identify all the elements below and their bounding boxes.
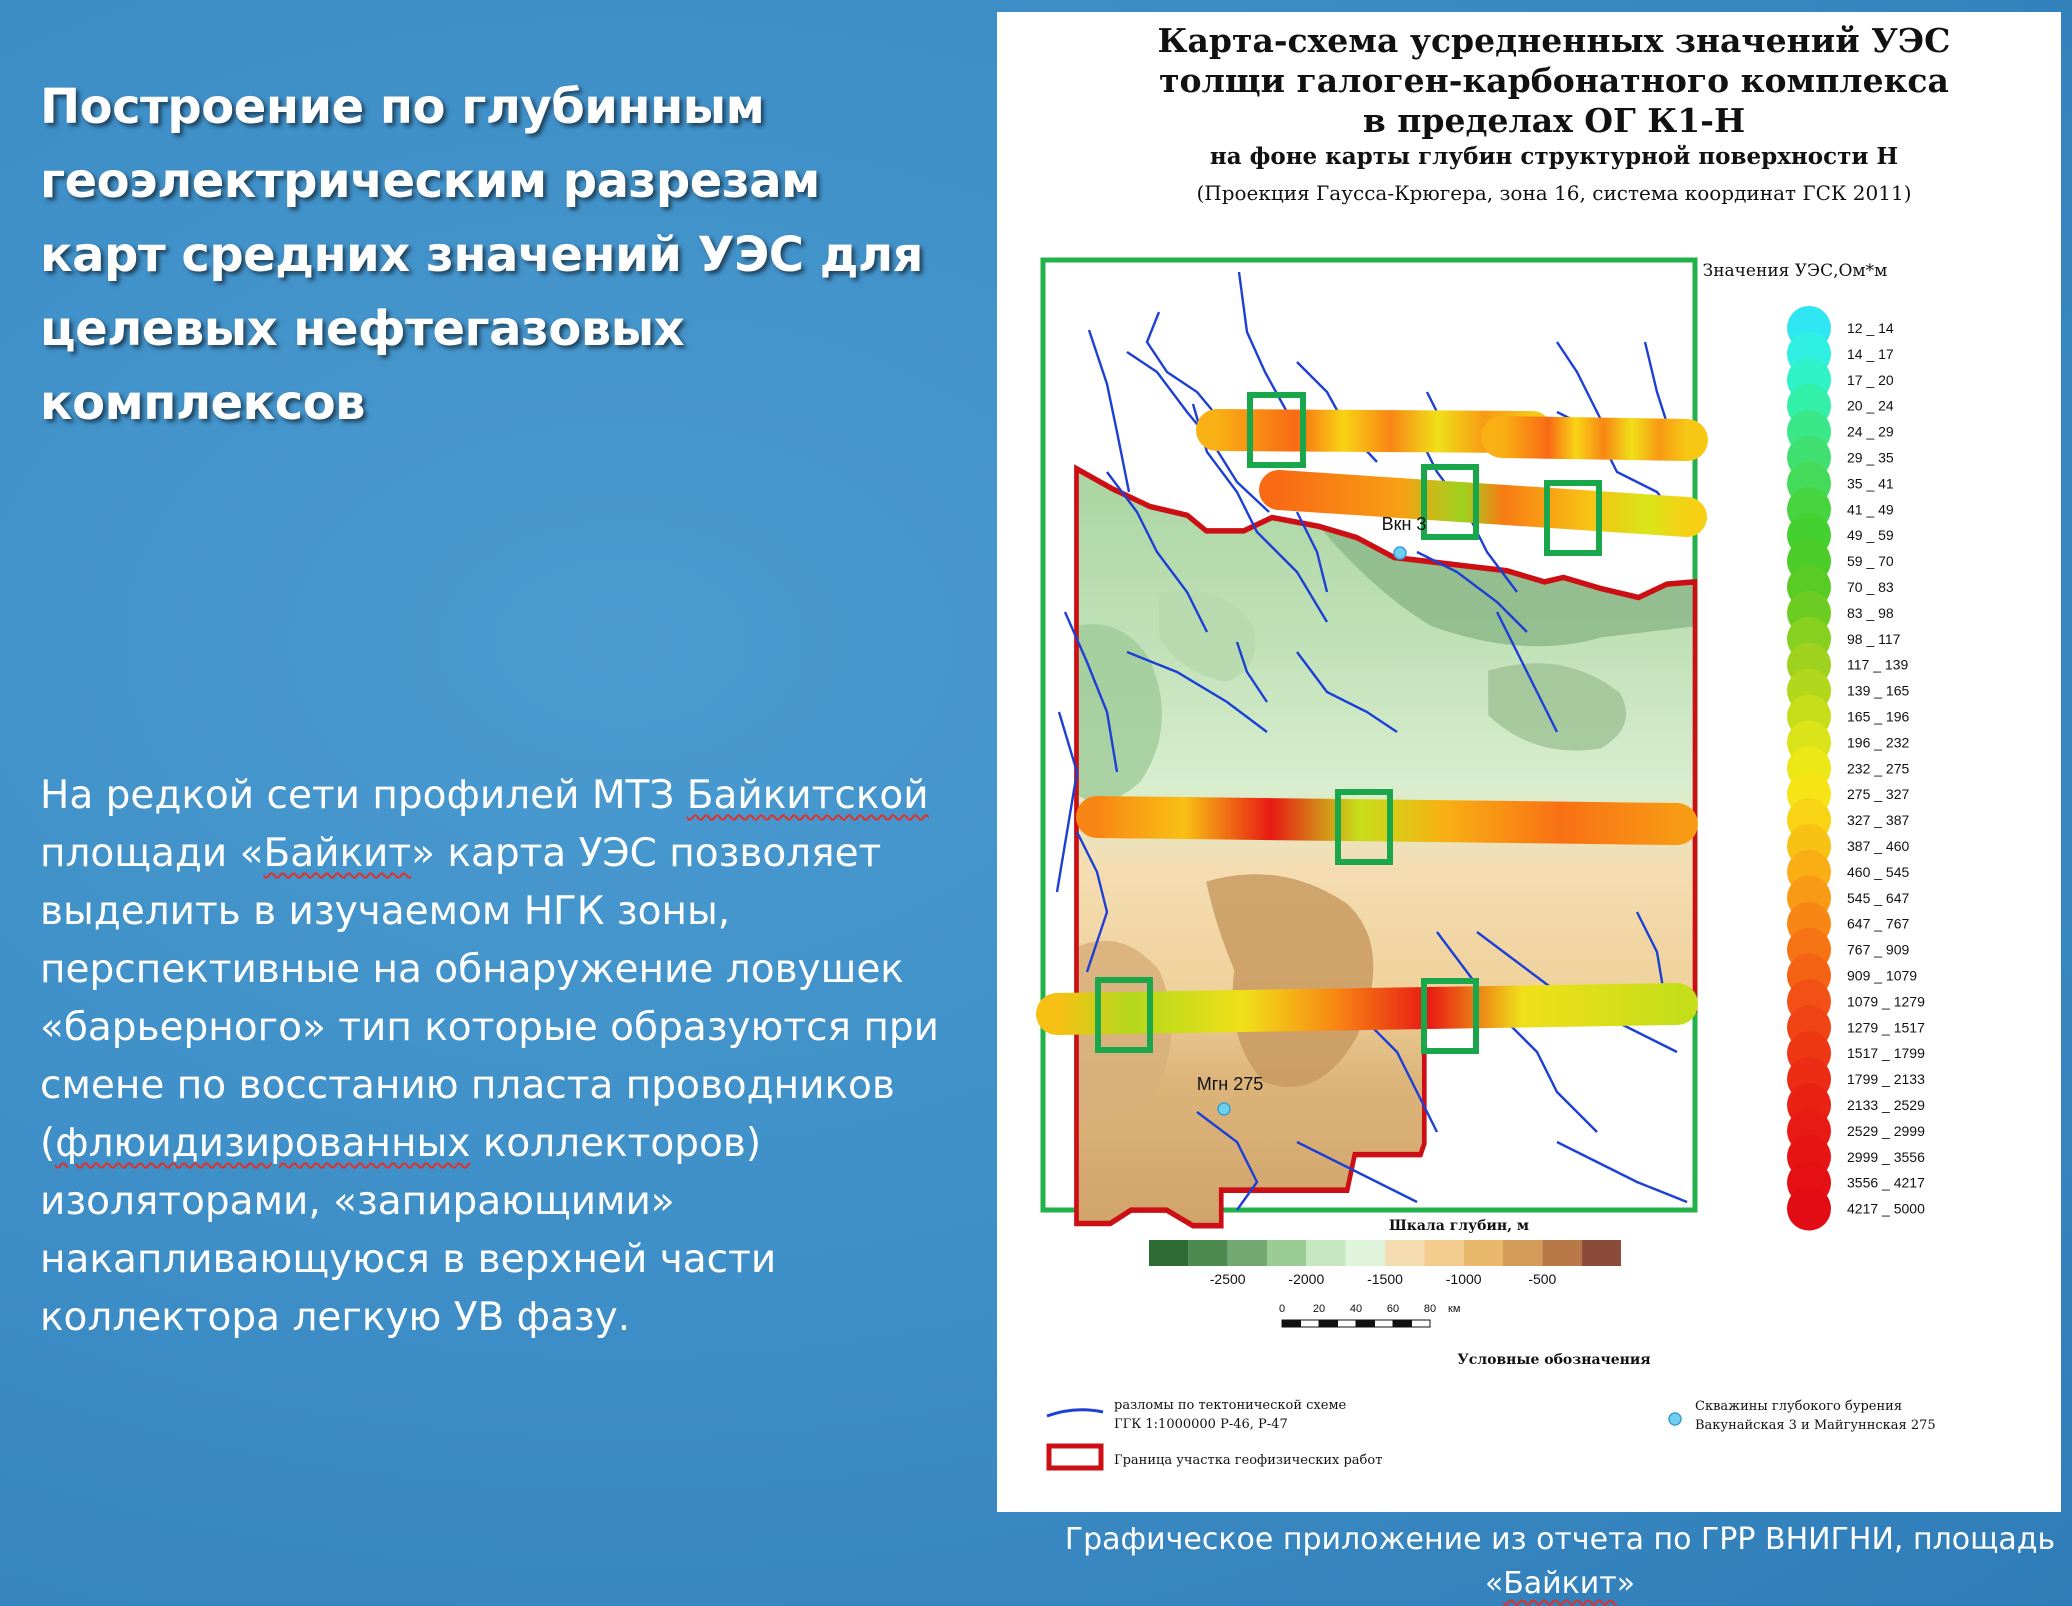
depth-color-swatch — [1188, 1240, 1227, 1266]
depth-color-swatch — [1582, 1240, 1621, 1266]
legend-range-label: 70 _ 83 — [1847, 579, 1894, 595]
well-marker — [1218, 1103, 1230, 1115]
legend-range-label: 275 _ 327 — [1847, 786, 1910, 803]
distance-tick-label: 40 — [1349, 1303, 1363, 1315]
depth-tick-label: -1500 — [1367, 1271, 1403, 1287]
legend-range-label: 165 _ 196 — [1847, 708, 1910, 725]
legend-range-label: 17 _ 20 — [1847, 371, 1894, 388]
well-label-vkn3: Вкн 3 — [1381, 514, 1427, 534]
depth-color-swatch — [1306, 1240, 1345, 1266]
legend-range-label: 1799 _ 2133 — [1847, 1071, 1925, 1088]
caption-part: « — [1484, 1566, 1504, 1601]
map-title-line2: толщи галоген-карбонатного комплекса — [1159, 61, 1949, 100]
slide-body-text — [40, 767, 970, 1347]
depth-scale-bar — [1149, 1240, 1621, 1287]
slide-title: Построение по глубинным геоэлектрическим разрезам карт средних значений УЭС для целевых нефтегазовых комплексов — [40, 79, 923, 431]
map-svg — [997, 12, 2061, 1512]
body-text-part: площади « — [40, 831, 264, 876]
legend-range-label: 545 _ 647 — [1847, 889, 1910, 906]
figure-caption — [1060, 1518, 2060, 1606]
legend-range-label: 327 _ 387 — [1847, 812, 1910, 829]
resistivity-legend-title: Значения УЭС,Ом*м — [1702, 261, 1888, 281]
legend-range-label: 387 _ 460 — [1847, 838, 1910, 854]
legend-range-label: 3556 _ 4217 — [1847, 1174, 1925, 1191]
depth-tick-label: -2500 — [1209, 1271, 1246, 1287]
map-subtitle: на фоне карты глубин структурной поверхности Н — [1209, 143, 1899, 170]
legend-range-label: 4217 _ 5000 — [1847, 1200, 1925, 1217]
distance-scale-segment — [1282, 1320, 1301, 1327]
legend-range-label: 2999 _ 3556 — [1847, 1148, 1925, 1165]
legend-range-label: 24 _ 29 — [1847, 423, 1894, 440]
body-text-underlined-word: Байкит — [263, 831, 412, 876]
legend-range-label: 117 _ 139 — [1847, 656, 1909, 673]
legend-range-label: 59 _ 70 — [1847, 553, 1894, 570]
distance-scale-segment — [1301, 1320, 1320, 1327]
legend-range-label: 35 _ 41 — [1847, 475, 1894, 492]
legend-range-label: 14 _ 17 — [1847, 345, 1894, 362]
distance-scale-segment — [1412, 1320, 1431, 1327]
conventions-title: Условные обозначения — [1457, 1352, 1651, 1368]
distance-tick-label: 60 — [1386, 1303, 1400, 1315]
depth-color-swatch — [1385, 1240, 1424, 1266]
body-text-underlined-word: флюидизированных — [55, 1121, 471, 1166]
boundary-legend-symbol — [1049, 1446, 1101, 1468]
map-projection-note: (Проекция Гаусса-Крюгера, зона 16, система координат ГСК 2011) — [1196, 181, 1912, 205]
body-text-part: » карта УЭС позволяет выделить в изучаемом НГК зоны, перспективные на обнаружение ловушек «барьерного» тип которые образуются при смене по восстанию пласта проводников ( — [40, 831, 939, 1166]
legend-range-label: 909 _ 1079 — [1847, 967, 1918, 984]
body-text-underlined-word: Байкитской — [686, 773, 929, 818]
faults-legend-line1: разломы по тектонической схеме — [1114, 1398, 1347, 1413]
legend-swatch — [1787, 1187, 1831, 1231]
fault-legend-symbol — [1047, 1410, 1103, 1416]
well-marker — [1394, 547, 1406, 559]
legend-range-label: 83 _ 98 — [1847, 604, 1894, 621]
distance-tick-label: 20 — [1312, 1303, 1326, 1315]
wells-legend-line1: Скважины глубокого бурения — [1695, 1399, 1903, 1414]
depth-color-swatch — [1346, 1240, 1385, 1266]
legend-range-label: 1517 _ 1799 — [1847, 1045, 1925, 1062]
legend-range-label: 1079 _ 1279 — [1847, 993, 1925, 1010]
legend-range-label: 49 _ 59 — [1847, 527, 1894, 544]
boundary-legend-label: Граница участка геофизических работ — [1114, 1453, 1383, 1468]
map-title-line1: Карта-схема усредненных значений УЭС — [1157, 21, 1951, 60]
faults-legend-line2: ГГК 1:1000000 Р-46, Р-47 — [1114, 1417, 1288, 1432]
legend-range-label: 1279 _ 1517 — [1847, 1019, 1925, 1036]
legend-range-label: 20 _ 24 — [1847, 397, 1894, 414]
legend-range-label: 2133 _ 2529 — [1847, 1097, 1925, 1113]
depth-color-swatch — [1149, 1240, 1188, 1266]
caption-underlined-word: Байкит — [1503, 1566, 1617, 1601]
legend-range-label: 12 _ 14 — [1847, 320, 1894, 336]
caption-part: » — [1616, 1566, 1636, 1601]
depth-tick-label: -2000 — [1288, 1271, 1325, 1287]
well-legend-symbol — [1669, 1413, 1681, 1425]
legend-range-label: 2529 _ 2999 — [1847, 1122, 1925, 1139]
distance-unit-label: км — [1448, 1303, 1461, 1315]
distance-scale-segment — [1393, 1320, 1412, 1327]
distance-scale-segment — [1319, 1320, 1338, 1327]
depth-tick-label: -500 — [1528, 1271, 1557, 1287]
distance-scale-segment — [1338, 1320, 1357, 1327]
depth-color-swatch — [1542, 1240, 1581, 1266]
legend-range-label: 647 _ 767 — [1847, 915, 1910, 932]
legend-range-label: 98 _ 117 — [1847, 630, 1901, 647]
distance-tick-label: 80 — [1423, 1303, 1437, 1315]
wells-legend-line2: Вакунайская 3 и Майгуннская 275 — [1695, 1418, 1936, 1433]
depth-color-swatch — [1464, 1240, 1503, 1266]
profile-band-2 — [1279, 490, 1687, 517]
body-text-part: На редкой сети профилей МТЗ — [40, 773, 687, 818]
legend-range-label: 29 _ 35 — [1847, 449, 1894, 466]
map-figure — [997, 12, 2061, 1512]
legend-range-label: 232 _ 275 — [1847, 760, 1910, 777]
caption-line1: Графическое приложение из отчета по ГРР ВНИГНИ, площадь — [1064, 1522, 2056, 1557]
depth-color-swatch — [1267, 1240, 1306, 1266]
distance-scale-segment — [1375, 1320, 1394, 1327]
legend-range-label: 460 _ 545 — [1847, 863, 1910, 880]
distance-tick-label: 0 — [1278, 1303, 1286, 1315]
body-text-part: коллекторов) изоляторами, «запирающими» накапливающуюся в верхней части коллектора легкую УВ фазу. — [40, 1121, 777, 1340]
well-label-mgn275: Мгн 275 — [1196, 1074, 1264, 1094]
distance-scale — [1279, 1303, 1460, 1327]
depth-color-swatch — [1503, 1240, 1542, 1266]
legend-range-label: 139 _ 165 — [1847, 682, 1910, 699]
resistivity-legend — [1787, 306, 1925, 1231]
legend-range-label: 41 _ 49 — [1847, 501, 1894, 518]
distance-scale-segment — [1356, 1320, 1375, 1327]
legend-range-label: 767 _ 909 — [1847, 941, 1910, 958]
map-title-line3: в пределах ОГ К1-Н — [1362, 101, 1746, 140]
depth-color-swatch — [1228, 1240, 1267, 1266]
depth-color-swatch — [1424, 1240, 1463, 1266]
profile-band-1b — [1502, 437, 1687, 440]
legend-range-label: 196 _ 232 — [1847, 734, 1910, 751]
depth-scale-title: Шкала глубин, м — [1388, 1218, 1530, 1234]
depth-tick-label: -1000 — [1445, 1271, 1482, 1287]
